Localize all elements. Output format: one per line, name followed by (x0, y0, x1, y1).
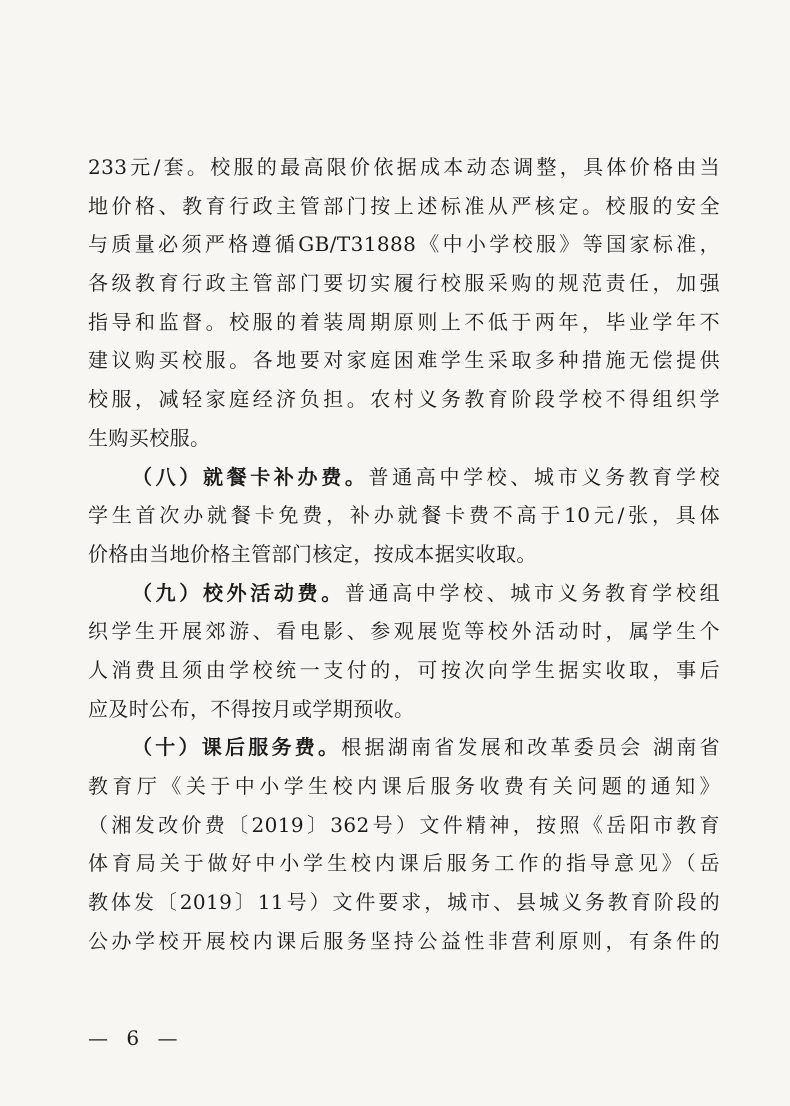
text-span: 普通高中学校、城市义务教育学校组 (344, 580, 720, 605)
text-line: 建议购买校服。各地要对家庭困难学生采取多种措施无偿提供 (88, 348, 720, 373)
section-heading: （八）就餐卡补办费。 (132, 464, 369, 489)
body-text (88, 148, 720, 960)
page-number: — 6 — (88, 1026, 184, 1050)
text-line: 织学生开展郊游、看电影、参观展览等校外活动时，属学生个 (88, 619, 720, 644)
text-line: 与质量必须严格遵循GB/T31888《中小学校服》等国家标准， (88, 232, 720, 257)
text-line: 地价格、教育行政主管部门按上述标准从严核定。校服的安全 (88, 193, 720, 218)
section-first-line (88, 458, 720, 497)
text-line: 各级教育行政主管部门要切实履行校服采购的规范责任，加强 (88, 271, 720, 296)
text-line: 教育厅《关于中小学生校内课后服务收费有关问题的通知》 (88, 774, 720, 798)
section-heading: （九）校外活动费。 (132, 580, 345, 605)
text-line: 学生首次办就餐卡免费，补办就餐卡费不高于10元/张，具体 (88, 503, 720, 528)
section-first-line (88, 728, 720, 767)
text-line: 人消费且须由学校统一支付的，可按次向学生据实收取，事后 (88, 657, 720, 682)
text-line: 应及时公布，不得按月或学期预收。 (88, 696, 415, 721)
text-line: 校服，减轻家庭经济负担。农村义务教育阶段学校不得组织学 (88, 387, 720, 412)
text-line: 价格由当地价格主管部门核定，按成本据实收取。 (88, 541, 537, 566)
text-line: 生购买校服。 (88, 425, 211, 450)
text-line: 公办学校开展校内课后服务坚持公益性非营利原则，有条件的 (88, 928, 720, 953)
section-first-line (88, 574, 720, 613)
text-line: 233元/套。校服的最高限价依据成本动态调整，具体价格由当 (88, 155, 720, 179)
section-heading: （十）课后服务费。 (132, 735, 342, 760)
text-span: 根据湖南省发展和改革委员会 湖南省 (341, 735, 720, 760)
text-span: 普通高中学校、城市义务教育学校 (368, 464, 720, 489)
text-line: 教体发〔2019〕11号）文件要求，城市、县城义务教育阶段的 (88, 890, 720, 915)
text-line: （湘发改价费〔2019〕362号）文件精神，按照《岳阳市教育 (88, 812, 720, 837)
text-line: 指导和监督。校服的着装周期原则上不低于两年，毕业学年不 (88, 309, 720, 334)
text-line: 体育局关于做好中小学生校内课后服务工作的指导意见》（岳 (88, 851, 720, 876)
